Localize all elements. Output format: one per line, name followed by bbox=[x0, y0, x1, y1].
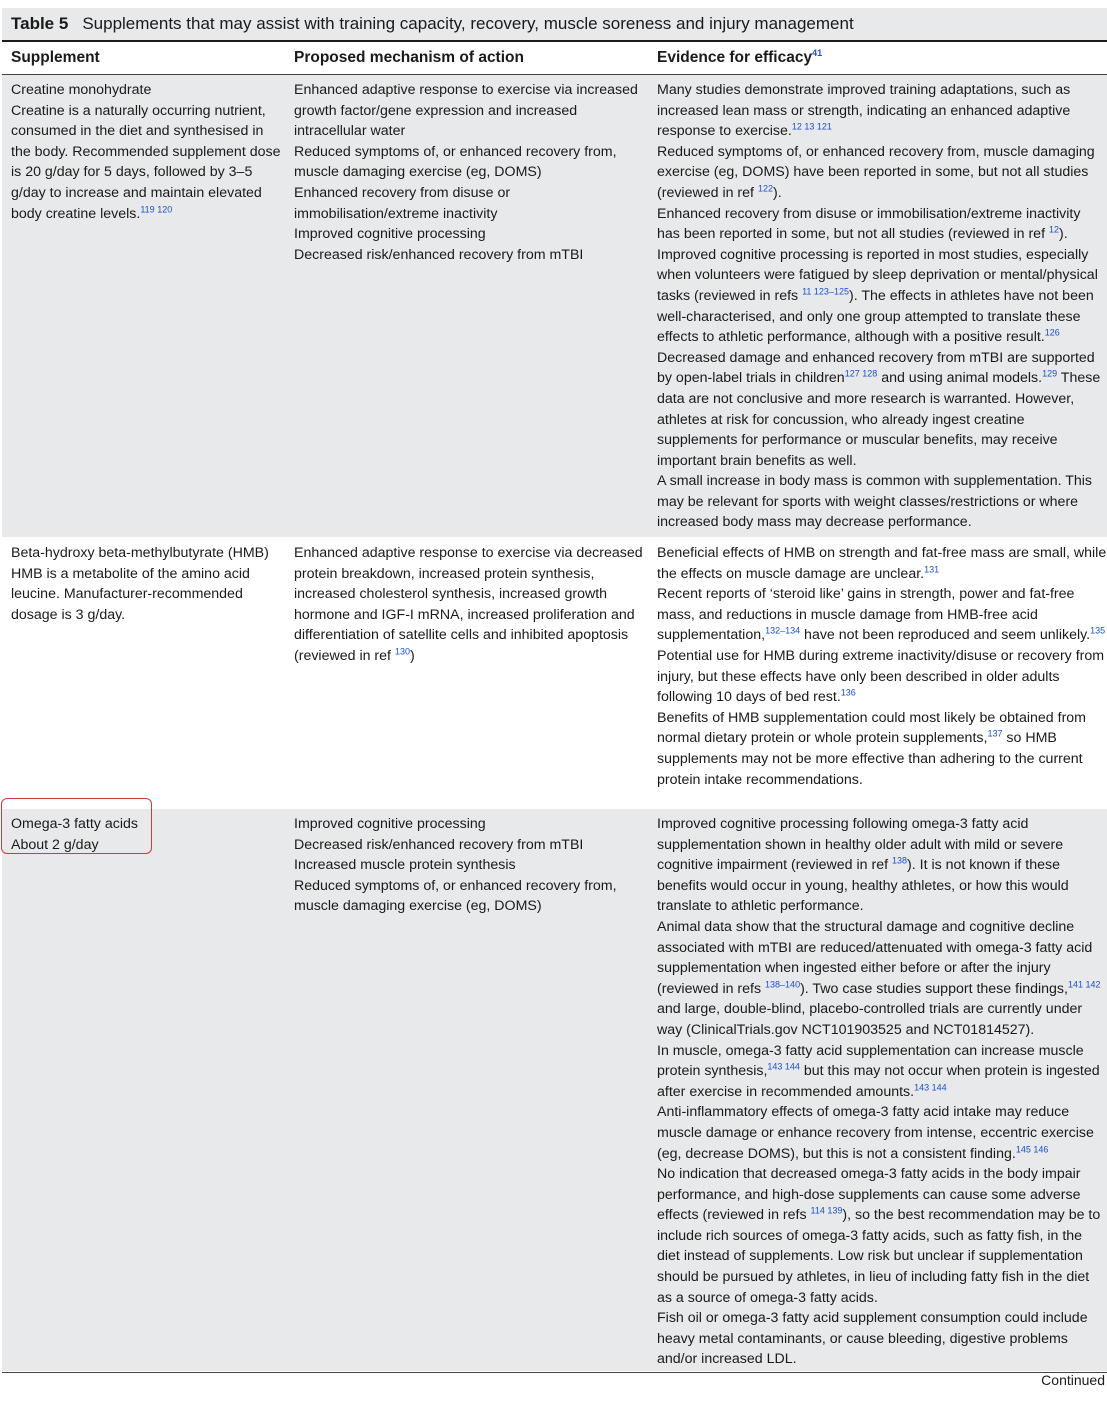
citation-ref: 143 144 bbox=[767, 1061, 800, 1072]
evidence-text: No indication that decreased omega-3 fatty acids in the body impair performance, and high-dose supplements can cause some adverse effects (reviewed in refs bbox=[657, 1166, 1081, 1224]
citation-ref: 129 bbox=[1042, 368, 1058, 379]
evidence-cell bbox=[648, 809, 1107, 1375]
citation-ref: 138–140 bbox=[765, 979, 801, 990]
evidence-text: ). bbox=[1058, 226, 1068, 243]
header-evidence-label: Evidence for efficacy bbox=[657, 49, 813, 66]
citation-ref: 141 142 bbox=[1067, 979, 1101, 990]
evidence-text: Enhanced recovery from disuse or immobilisation/extreme inactivity has been reported in some, but not all studies (reviewed in ref bbox=[657, 205, 1081, 243]
evidence-cell bbox=[648, 75, 1107, 538]
evidence-text: In muscle, omega-3 fatty acid supplementation can increase muscle protein synthesis, bbox=[657, 1042, 1084, 1080]
mechanism-paragraph bbox=[294, 835, 648, 856]
mechanism-text: ) bbox=[409, 647, 415, 664]
evidence-text: Many studies demonstrate improved training adaptations, such as increased lean mass or strength, indicating an enhanced adaptive response to exercise. bbox=[657, 82, 1071, 140]
evidence-text: Potential use for HMB during extreme inactivity/disuse or recovery from injury, but these effects have only been described in older adults following 10 days of bed rest. bbox=[657, 647, 1105, 706]
mechanism-text: Reduced symptoms of, or enhanced recovery from, muscle damaging exercise (eg, DOMS) bbox=[294, 143, 617, 181]
evidence-paragraph bbox=[657, 1041, 1107, 1103]
mechanism-cell bbox=[285, 75, 648, 270]
supplement-paragraph bbox=[11, 80, 285, 101]
evidence-text: These data are not conclusive and more research is warranted. However, athletes at risk for concussion, who already ingest creatine supplements for performance or muscular benefits, may receive important brain benefits as well. bbox=[657, 370, 1101, 469]
citation-ref: 11 123–125 bbox=[802, 286, 849, 297]
evidence-text: Improved cognitive processing is reported in most studies, especially when volunteers were fatigued by sleep deprivation or mental/physical tasks (reviewed in refs bbox=[657, 246, 1098, 304]
evidence-paragraph bbox=[657, 348, 1107, 472]
citation-ref: 12 13 121 bbox=[791, 121, 832, 132]
mechanism-paragraph bbox=[294, 142, 648, 183]
supplements-table bbox=[2, 8, 1107, 1373]
citation-ref: 127 128 bbox=[844, 368, 878, 379]
supplement-text: Omega-3 fatty acids bbox=[11, 816, 138, 832]
citation-ref: 138 bbox=[891, 855, 908, 866]
citation-ref: 122 bbox=[757, 183, 773, 194]
citation-ref: 119 120 bbox=[140, 203, 173, 214]
mechanism-text: Increased muscle protein synthesis bbox=[294, 857, 516, 874]
evidence-paragraph bbox=[657, 1164, 1107, 1308]
evidence-paragraph bbox=[657, 917, 1107, 1041]
evidence-text: Recent reports of ‘steroid like’ gains in strength, power and fat-free mass, and reductions in muscle damage from HMB-free acid supplementation, bbox=[657, 586, 1075, 644]
citation-ref: 114 139 bbox=[810, 1205, 843, 1216]
evidence-paragraph bbox=[657, 646, 1107, 708]
citation-ref: 137 bbox=[987, 728, 1003, 739]
mechanism-text: Enhanced adaptive response to exercise via increased growth factor/gene expression and increased intracellular water bbox=[294, 82, 638, 140]
continued-label: Continued bbox=[1041, 1372, 1105, 1388]
mechanism-paragraph bbox=[294, 876, 648, 917]
evidence-text: ). Two case studies support these findings, bbox=[800, 980, 1068, 997]
mechanism-paragraph bbox=[294, 183, 648, 224]
evidence-text: A small increase in body mass is common with supplementation. This may be relevant for sports with weight classes/restrictions or where increased body mass may decrease performance. bbox=[657, 473, 1093, 531]
supplement-text: About 2 g/day bbox=[11, 836, 99, 853]
table-row bbox=[2, 538, 1107, 809]
evidence-paragraph bbox=[657, 543, 1107, 584]
header-supplement: Supplement bbox=[11, 49, 100, 66]
mechanism-text: Decreased risk/enhanced recovery from mTBI bbox=[294, 246, 584, 263]
evidence-paragraph bbox=[657, 80, 1107, 142]
evidence-text: Reduced symptoms of, or enhanced recovery from, muscle damaging exercise (eg, DOMS) have been reported in some, but not all studies (reviewed in ref bbox=[657, 143, 1095, 201]
evidence-text: Fish oil or omega-3 fatty acid supplement consumption could include heavy metal contaminants, or cause bleeding, digestive problems and/or increased LDL. bbox=[657, 1310, 1088, 1368]
table-number: Table 5 bbox=[11, 14, 69, 33]
evidence-text: Benefits of HMB supplementation could most likely be obtained from normal dietary protein or whole protein supplements, bbox=[657, 709, 1086, 747]
evidence-text: Animal data show that the structural damage and cognitive decline associated with mTBI are reduced/attenuated with omega-3 fatty acid supplementation when ingested either before or after the injury (reviewed in refs bbox=[657, 918, 1093, 997]
evidence-text: Improved cognitive processing following omega-3 fatty acid supplementation shown in healthy older adult with mild or severe cognitive impairment (reviewed in ref bbox=[657, 816, 1064, 874]
mechanism-text: Improved cognitive processing bbox=[294, 816, 486, 832]
supplement-text: HMB is a metabolite of the amino acid leucine. Manufacturer-recommended dosage is 3 g/day. bbox=[11, 565, 250, 623]
mechanism-text: Improved cognitive processing bbox=[294, 226, 486, 243]
mechanism-paragraph bbox=[294, 245, 648, 266]
evidence-text: but this may not occur when protein is ingested after exercise in recommended amounts. bbox=[657, 1063, 1100, 1100]
evidence-text: ). The effects in athletes have not been well-characterised, and only one group attempted to translate these effects to athletic performance, although with a positive result. bbox=[657, 287, 1094, 346]
evidence-cell bbox=[648, 538, 1107, 795]
supplement-text: Beta-hydroxy beta-methylbutyrate (HMB) bbox=[11, 545, 269, 561]
evidence-text: ), so the best recommendation may be to include rich sources of omega-3 fatty acids, such as fatty fish, in the diet instead of supplements. Low risk but unclear if supplementation should be pursued by athletes, in lieu of including fatty fish in the diet as a source of omega-3 fatty acids. bbox=[657, 1207, 1101, 1306]
supplement-paragraph bbox=[11, 543, 285, 564]
mechanism-text: Decreased risk/enhanced recovery from mTBI bbox=[294, 836, 584, 853]
evidence-paragraph bbox=[657, 471, 1107, 533]
evidence-text: Anti-inflammatory effects of omega-3 fatty acid intake may reduce muscle damage or enhance recovery from intense, eccentric exercise (eg, decrease DOMS), but this is not a consistent finding. bbox=[657, 1104, 1094, 1162]
header-mechanism: Proposed mechanism of action bbox=[294, 49, 524, 66]
evidence-text: ). It is not known if these benefits would occur in young, healthy athletes, or how this would translate to athletic performance. bbox=[657, 857, 1069, 915]
evidence-text: have not been reproduced and seem unlikely. bbox=[800, 627, 1091, 644]
mechanism-cell bbox=[285, 538, 648, 672]
citation-ref: 135 bbox=[1090, 625, 1106, 636]
mechanism-text: Enhanced recovery from disuse or immobilisation/extreme inactivity bbox=[294, 184, 511, 222]
table-row bbox=[2, 75, 1107, 538]
citation-ref: 145 146 bbox=[1015, 1143, 1049, 1154]
table-header-row bbox=[2, 42, 1107, 74]
evidence-text: ). bbox=[772, 184, 782, 201]
evidence-paragraph bbox=[657, 204, 1107, 245]
mechanism-paragraph bbox=[294, 543, 648, 667]
mechanism-paragraph bbox=[294, 814, 648, 835]
table-row bbox=[2, 809, 1107, 1372]
evidence-text: so HMB supplements may not be more effective than adhering to the current protein intake recommendations. bbox=[657, 730, 1083, 788]
evidence-paragraph bbox=[657, 142, 1107, 204]
citation-ref: 126 bbox=[1044, 327, 1060, 338]
citation-ref: 12 bbox=[1048, 224, 1059, 235]
evidence-text: Decreased damage and enhanced recovery from mTBI are supported by open-label trials in children bbox=[657, 349, 1095, 387]
evidence-paragraph bbox=[657, 584, 1107, 646]
mechanism-paragraph bbox=[294, 224, 648, 245]
supplement-cell bbox=[2, 75, 285, 229]
supplement-paragraph bbox=[11, 101, 285, 225]
header-evidence-ref: 41 bbox=[812, 47, 823, 58]
supplement-cell bbox=[2, 538, 285, 630]
evidence-text: Beneficial effects of HMB on strength and fat-free mass are small, while the effects on muscle damage are unclear. bbox=[657, 545, 1107, 582]
supplement-text: Creatine monohydrate bbox=[11, 82, 152, 98]
highlight-box bbox=[1, 798, 152, 854]
mechanism-paragraph bbox=[294, 80, 648, 142]
citation-ref: 131 bbox=[924, 563, 940, 574]
header-evidence bbox=[648, 49, 1107, 67]
citation-ref: 132–134 bbox=[765, 625, 801, 636]
mechanism-cell bbox=[285, 809, 648, 922]
evidence-paragraph bbox=[657, 708, 1107, 790]
table-title-bar bbox=[2, 8, 1107, 40]
mechanism-text: Reduced symptoms of, or enhanced recovery from, muscle damaging exercise (eg, DOMS) bbox=[294, 877, 617, 915]
citation-ref: 136 bbox=[840, 687, 856, 698]
evidence-text: and using animal models. bbox=[877, 370, 1043, 387]
supplement-paragraph bbox=[11, 564, 285, 626]
mechanism-paragraph bbox=[294, 855, 648, 876]
evidence-text: and large, double-blind, placebo-controlled trials are currently under way (ClinicalTrials.gov NCT101903525 and NCT01814527). bbox=[657, 1001, 1083, 1038]
evidence-paragraph bbox=[657, 814, 1107, 917]
evidence-paragraph bbox=[657, 1308, 1107, 1370]
citation-ref: 143 144 bbox=[914, 1081, 947, 1092]
evidence-paragraph bbox=[657, 1102, 1107, 1164]
evidence-paragraph bbox=[657, 245, 1107, 348]
mechanism-text: Enhanced adaptive response to exercise via decreased protein breakdown, increased protein synthesis, increased cholesterol synthesis, increased growth hormone and IGF-I mRNA, increased proliferation and differentiation of satellite cells and inhibited apoptosis (reviewed in ref bbox=[294, 545, 643, 664]
table-title: Supplements that may assist with training capacity, recovery, muscle soreness and injury management bbox=[82, 14, 854, 33]
supplement-text: Creatine is a naturally occurring nutrient, consumed in the diet and synthesised in the body. Recommended supplement dose is 20 g/day for 5 days, followed by 3–5 g/day to increase and maintain elevated body creatine levels. bbox=[11, 102, 281, 222]
citation-ref: 130 bbox=[394, 646, 410, 657]
